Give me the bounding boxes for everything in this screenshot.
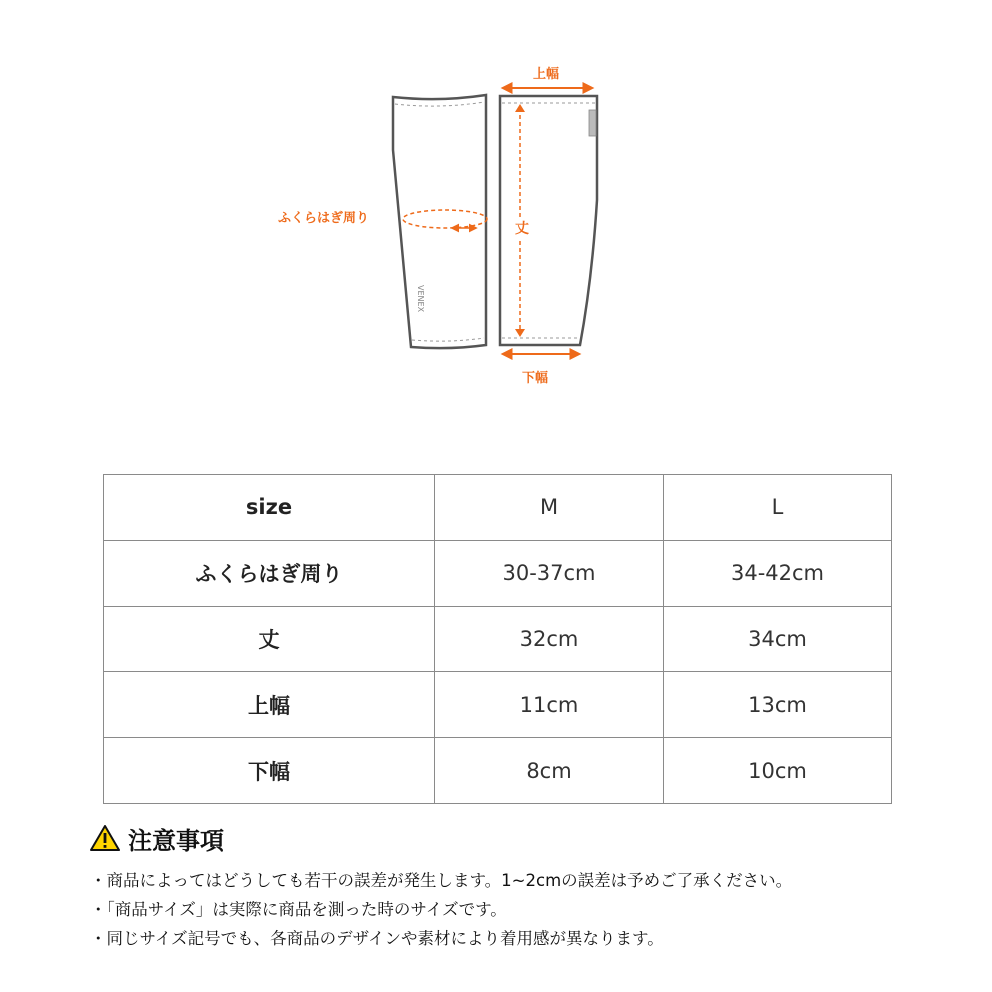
table-cell: 30-37cm <box>435 540 664 606</box>
table-cell: 8cm <box>435 738 664 804</box>
svg-text:VENEX: VENEX <box>416 285 425 313</box>
notice-list <box>90 866 950 953</box>
size-table <box>103 474 892 804</box>
notice-header <box>90 820 950 856</box>
table-cell: 34-42cm <box>664 540 892 606</box>
sleeve-front-illustration <box>393 95 486 348</box>
table-cell: 13cm <box>664 672 892 738</box>
bottom-width-label: 下幅 <box>521 371 549 386</box>
table-cell: 11cm <box>435 672 664 738</box>
row-label: 丈 <box>104 606 435 672</box>
notice-section <box>90 820 950 953</box>
table-cell: 10cm <box>664 738 892 804</box>
tag-icon <box>589 110 596 136</box>
warning-icon <box>90 824 120 852</box>
notice-item: ・「商品サイズ」は実際に商品を測った時のサイズです。 <box>90 900 507 919</box>
table-cell: 32cm <box>435 606 664 672</box>
header-cell-l: L <box>664 475 892 541</box>
row-label: 下幅 <box>104 738 435 804</box>
table-row <box>104 540 892 606</box>
table-header-row <box>104 475 892 541</box>
table-row <box>104 738 892 804</box>
top-width-label: 上幅 <box>532 67 560 82</box>
brand-logo <box>416 285 425 313</box>
calf-label: ふくらはぎ周り <box>278 211 370 226</box>
header-cell-m: M <box>435 475 664 541</box>
table-row <box>104 606 892 672</box>
row-label: ふくらはぎ周り <box>104 540 435 606</box>
measurement-diagram <box>0 0 992 420</box>
table-row <box>104 672 892 738</box>
length-label: 丈 <box>515 221 529 237</box>
row-label: 上幅 <box>104 672 435 738</box>
notice-title: 注意事項 <box>128 826 224 855</box>
table-cell: 34cm <box>664 606 892 672</box>
notice-item: ・同じサイズ記号でも、各商品のデザインや素材により着用感が異なります。 <box>90 929 664 948</box>
header-cell-size: size <box>104 475 435 541</box>
notice-item: ・商品によってはどうしても若干の誤差が発生します。1~2cmの誤差は予めご了承ください。 <box>90 871 793 890</box>
